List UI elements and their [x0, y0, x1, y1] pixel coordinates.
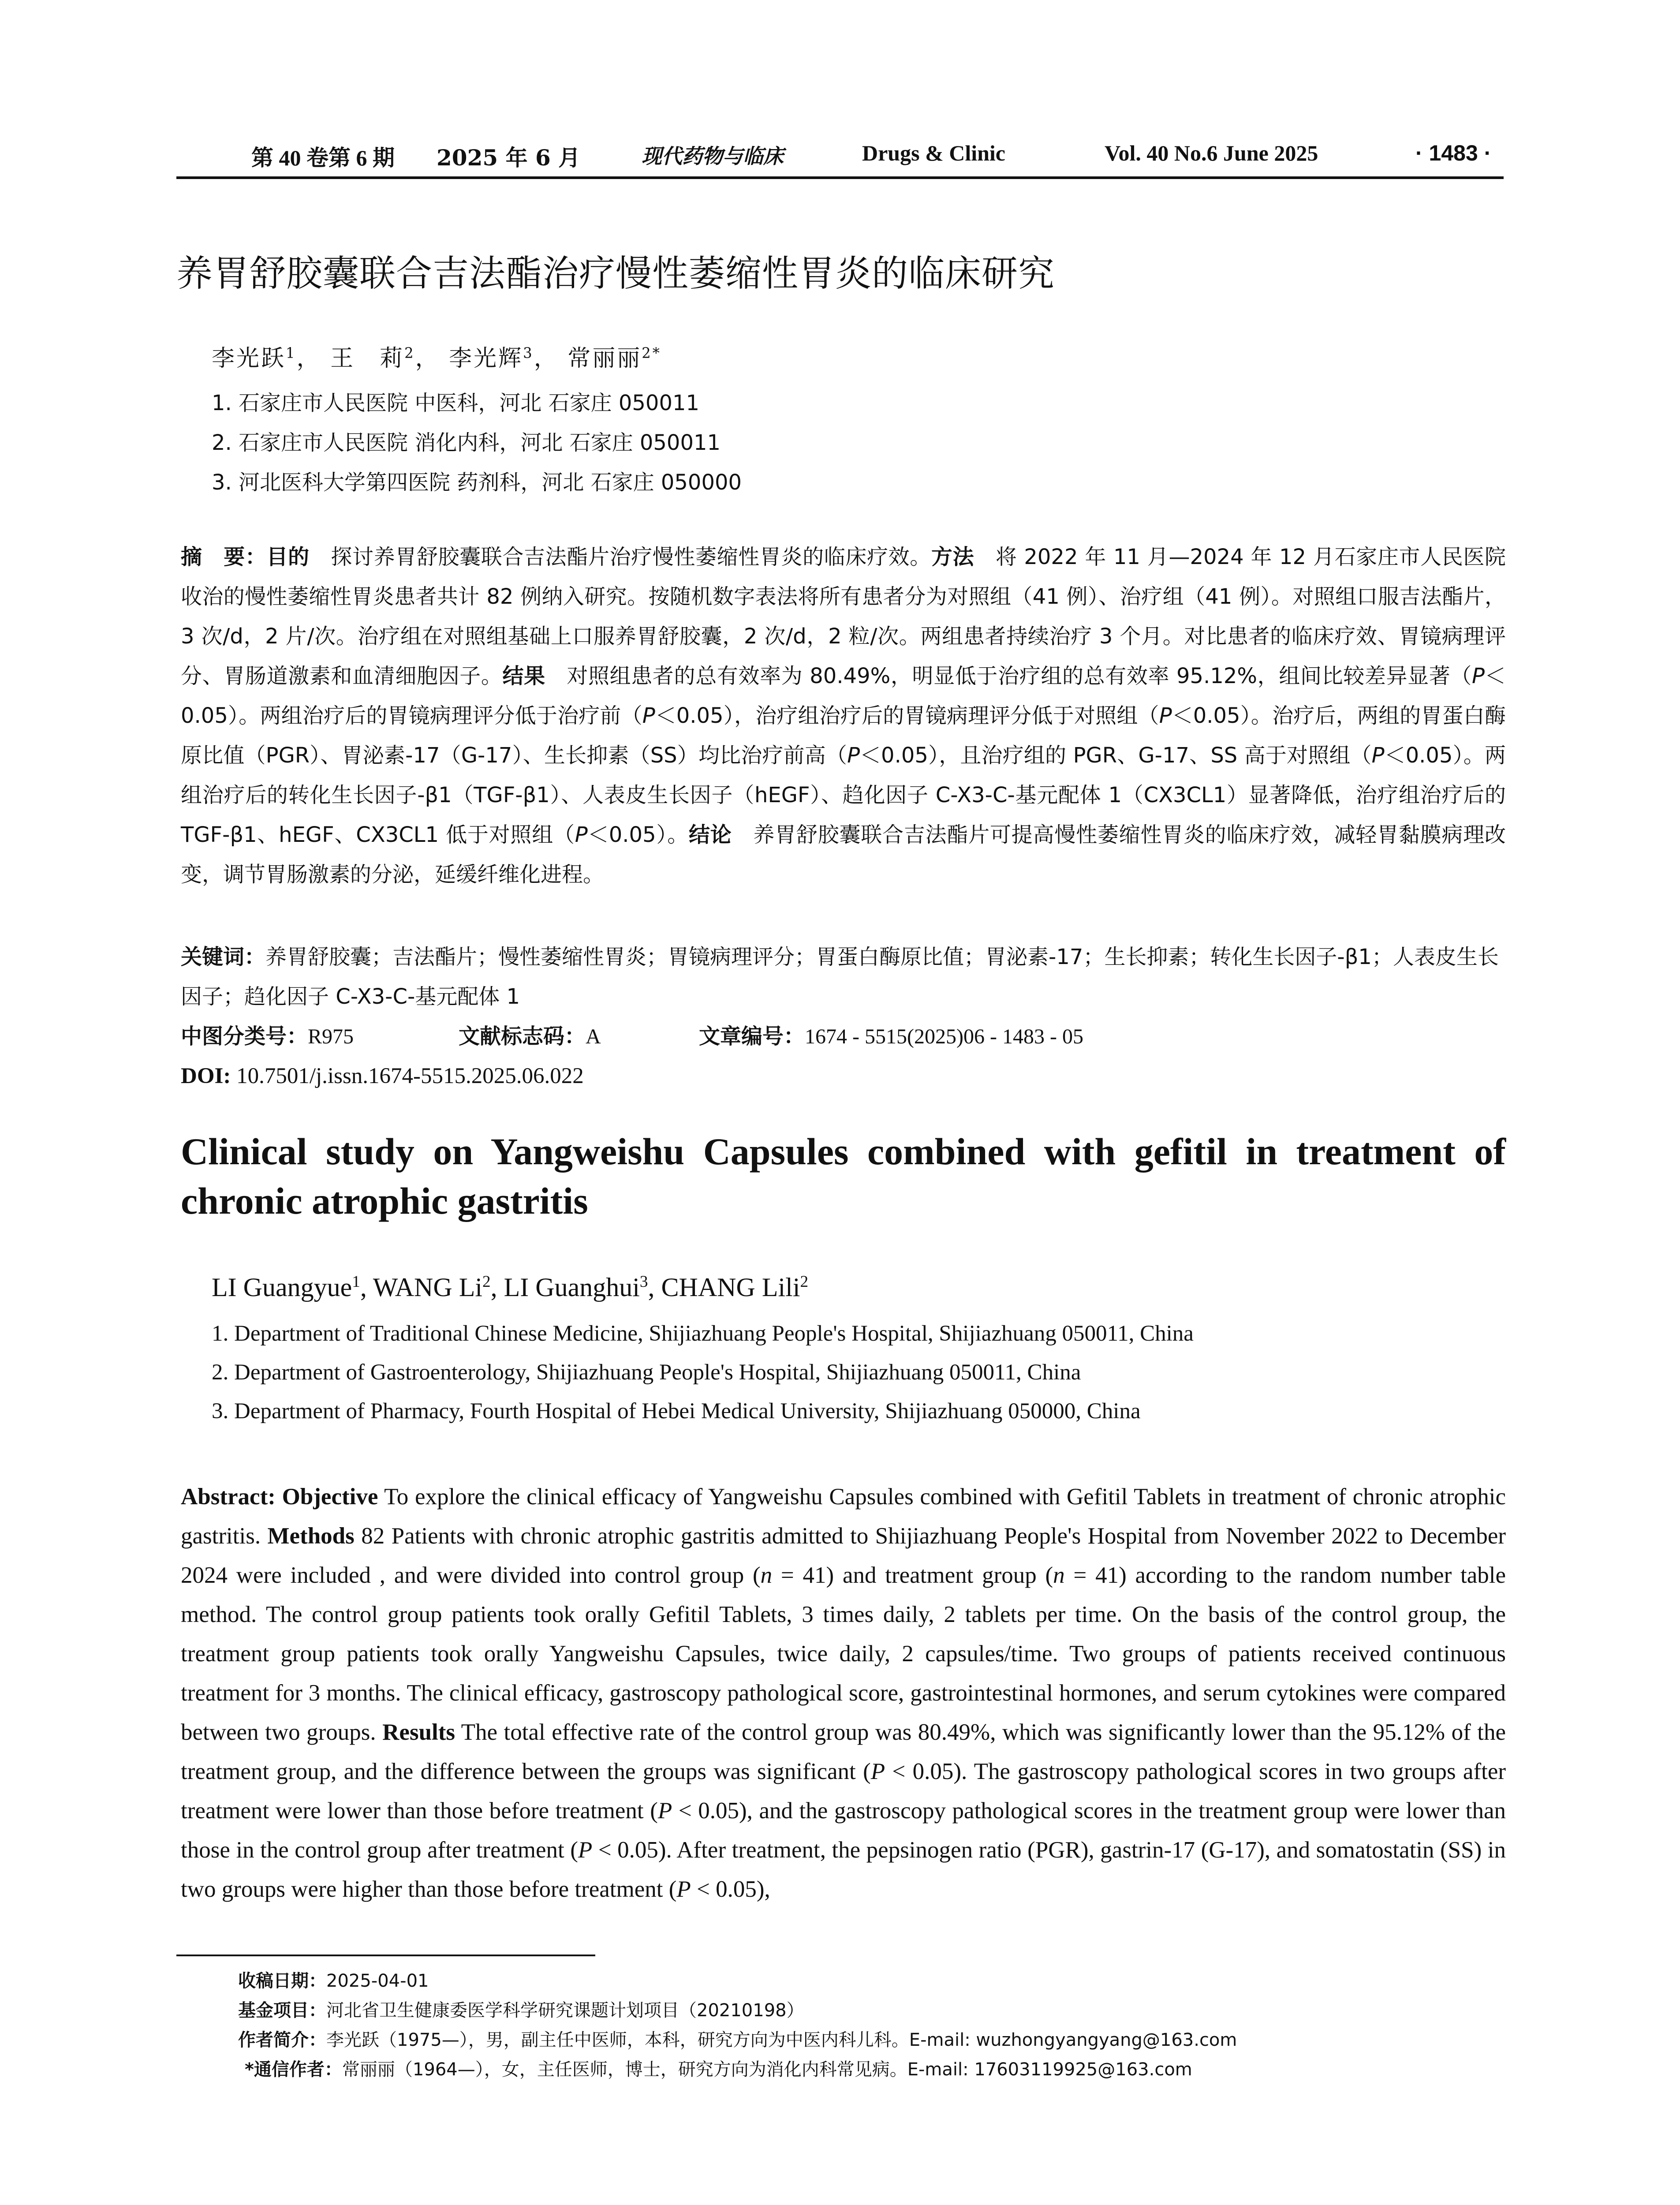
affiliation-cn: 3. 河北医科大学第四医院 药剂科，河北 石家庄 050000: [212, 470, 742, 495]
doc-code: 文献标志码：A: [459, 1024, 601, 1049]
affiliation-cn: 1. 石家庄市人民医院 中医科，河北 石家庄 050011: [212, 391, 700, 415]
author-en: LI Guanghui$^3$,: [504, 1273, 661, 1302]
footnote-received: 收稿日期：2025-04-01: [238, 1971, 429, 1991]
author-cn: 王 莉$^2$，: [330, 344, 440, 372]
author-en: CHANG Lili$^2$: [661, 1273, 809, 1302]
footnote-funding: 基金项目：河北省卫生健康委医学科学研究课题计划项目（20210198）: [238, 2000, 804, 2021]
article-number: 文章编号：1674 - 5515(2025)06 - 1483 - 05: [699, 1024, 1083, 1049]
abstract-en: Abstract: Objective To explore the clinical efficacy of Yangweishu Capsules combined with Gefitil Tablets in treatment of chronic atrophic gastritis. Methods 82 Patients with chronic atrophic gastritis admitted to Shijiazhuang People's Hospital from November 2022 to December 2024 were included , and were divided into control group (n = 41) and treatment group (n = 41) according to the random number table method. The control group patients took orally Gefitil Tablets, 3 times daily, 2 tablets per time. On the basis of the control group, the treatment group patients took orally Yangweishu Capsules, twice daily, 2 capsules/time. Two groups of patients received continuous treatment for 3 months. The clinical efficacy, gastroscopy pathological score, gastrointestinal hormones, and serum cytokines were compared between two groups. Results The total effective rate of the control group was 80.49%, which was significantly lower than the 95.12% of the treatment group, and the difference between the groups was significant (P < 0.05). The gastroscopy pathological scores in two groups after treatment were lower than those before treatment (P < 0.05), and the gastroscopy pathological scores in the treatment group were lower than those in the control group after treatment (P < 0.05). After treatment, the pepsinogen ratio (PGR), gastrin-17 (G-17), and somatostatin (SS) in two groups were higher than those before treatment (P < 0.05),: [181, 1484, 1506, 1902]
author-list-en: [212, 1272, 808, 1303]
affiliation-en: 2. Department of Gastroenterology, Shijiazhuang People's Hospital, Shijiazhuang 050011, China: [212, 1360, 1081, 1385]
article-title-en: Clinical study on Yangweishu Capsules combined with gefitil in treatment of chronic atrophic gastritis: [181, 1130, 1506, 1222]
author-en: LI Guangyue$^1$,: [212, 1273, 373, 1302]
header-date: 2025 年 6 月: [437, 145, 581, 171]
header-journal-cn: 现代药物与临床: [642, 144, 784, 168]
header-journal-en: Drugs & Clinic: [862, 141, 1005, 165]
classification-line: 中图分类号：R975 文献标志码：A 文章编号：1674 - 5515(2025)06 - 1483 - 05: [181, 1017, 1506, 1057]
running-header: [176, 140, 1504, 180]
author-list-cn: [212, 340, 661, 373]
author-cn: 常丽丽$^{2*}$: [567, 344, 661, 372]
doi-line: DOI: 10.7501/j.issn.1674-5515.2025.06.022: [181, 1064, 584, 1088]
affiliation-en: 1. Department of Traditional Chinese Medicine, Shijiazhuang People's Hospital, Shijiazhuang 050011, China: [212, 1321, 1194, 1346]
header-rule: [176, 176, 1504, 179]
header-volume-en: Vol. 40 No.6 June 2025: [1105, 141, 1318, 165]
footnote-rule: [176, 1955, 595, 1956]
author-cn: 李光辉$^3$，: [449, 344, 559, 372]
keywords-cn: 关键词：养胃舒胶囊；吉法酯片；慢性萎缩性胃炎；胃镜病理评分；胃蛋白酶原比值；胃泌素-17；生长抑素；转化生长因子-β1；人表皮生长因子；趋化因子 C-X3-C-基元配体 1: [181, 945, 1499, 1009]
header-volume-issue: 第 40 卷第 6 期: [251, 146, 395, 170]
footnote-corresponding-author: *通信作者：常丽丽（1964—），女，主任医师，博士，研究方向为消化内科常见病。E-mail: 17603119925@163.com: [245, 2059, 1192, 2080]
affiliation-cn: 2. 石家庄市人民医院 消化内科，河北 石家庄 050011: [212, 430, 721, 455]
footnote-author-bio: 作者简介：李光跃（1975—），男，副主任中医师，本科，研究方向为中医内科儿科。E-mail: wuzhongyangyang@163.com: [238, 2030, 1237, 2050]
article-title-cn: 养胃舒胶囊联合吉法酯治疗慢性萎缩性胃炎的临床研究: [176, 253, 1055, 295]
author-en: WANG Li$^2$,: [373, 1273, 504, 1302]
header-page-number: · 1483 ·: [1415, 141, 1492, 165]
author-cn: 李光跃$^1$，: [212, 344, 321, 372]
abstract-cn: 摘 要：目的 探讨养胃舒胶囊联合吉法酯片治疗慢性萎缩性胃炎的临床疗效。方法 将 2022 年 11 月—2024 年 12 月石家庄市人民医院收治的慢性萎缩性胃炎患者共计 82 例纳入研究。按随机数字表法将所有患者分为对照组（41 例）、治疗组（41 例）。对照组口服吉法酯片，3 次/d，2 片/次。治疗组在对照组基础上口服养胃舒胶囊，2 次/d，2 粒/次。两组患者持续治疗 3 个月。对比患者的临床疗效、胃镜病理评分、胃肠道激素和血清细胞因子。结果 对照组患者的总有效率为 80.49%，明显低于治疗组的总有效率 95.12%，组间比较差异显著（P＜0.05）。两组治疗后的胃镜病理评分低于治疗前（P＜0.05），治疗组治疗后的胃镜病理评分低于对照组（P＜0.05）。治疗后，两组的胃蛋白酶原比值（PGR）、胃泌素-17（G-17）、生长抑素（SS）均比治疗前高（P＜0.05），且治疗组的 PGR、G-17、SS 高于对照组（P＜0.05）。两组治疗后的转化生长因子-β1（TGF-β1）、人表皮生长因子（hEGF）、趋化因子 C-X3-C-基元配体 1（CX3CL1）显著降低，治疗组治疗后的 TGF-β1、hEGF、CX3CL1 低于对照组（P＜0.05）。结论 养胃舒胶囊联合吉法酯片可提高慢性萎缩性胃炎的临床疗效，减轻胃黏膜病理改变，调节胃肠激素的分泌，延缓纤维化进程。: [181, 545, 1506, 887]
affiliation-en: 3. Department of Pharmacy, Fourth Hospital of Hebei Medical University, Shijiazhuang 050000, China: [212, 1399, 1141, 1424]
